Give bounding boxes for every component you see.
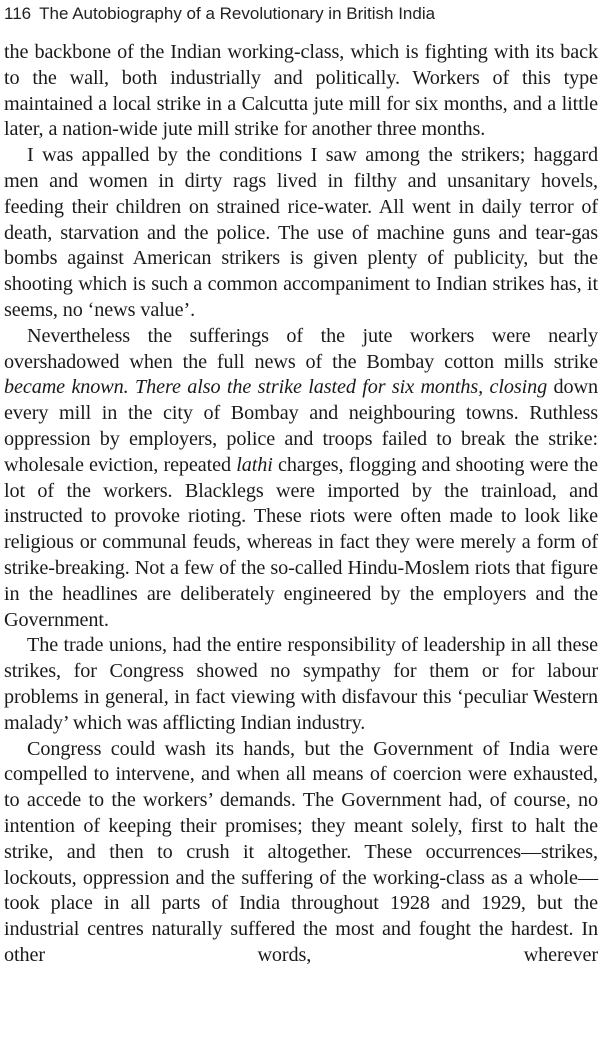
page-number: 116 (4, 4, 32, 23)
paragraph-4: The trade unions, had the entire responsibility of leadership in all these strikes, for Congress showed no sympathy for them or for labour problems in general, in fact viewing with disfavour this ‘peculiar Western malady’ which was afflicting Indian industry. (4, 634, 598, 734)
lathi-italic: lathi (236, 453, 273, 476)
paragraph-2: I was appalled by the conditions I saw among the strikers; haggard men and women in dirty rags lived in filthy and unsanitary hovels, feeding their children on strained rice-water. All went in daily terror of death, starvation and the police. The use of machine guns and tear-gas bombs against American strikers is given plenty of publicity, but the shooting which is such a common accompaniment to Indian strikes has, it seems, no ‘news value’. (4, 144, 598, 321)
paragraph-3-italic: became known. There also the strike lasted for six months, closing (4, 376, 548, 399)
body-text (4, 40, 598, 969)
running-head (4, 2, 435, 26)
paragraph-3 (4, 324, 598, 634)
paragraph-3-part-c: charges, flogging and shooting were the lot of the workers. Blacklegs were imported by the trainload, and instructed to provoke rioting. These riots were often made to look like religious or communal feuds, whereas in fact they were merely a form of strike-breaking. Not a few of the so-called Hindu-Moslem riots that figure in the headlines are deliberately engineered by the employers and the Government. (4, 453, 598, 631)
paragraph-3-part-a: Nevertheless the sufferings of the jute workers were nearly overshadowed when the full news of the Bombay cotton mills strike (4, 324, 598, 373)
paragraph-5: Congress could wash its hands, but the Government of India were compelled to intervene, and when all means of coercion were exhausted, to accede to the workers’ demands. The Government had, of course, no intention of keeping their promises; they meant solely, first to halt the strike, and then to crush it altogether. These occurrences—strikes, lockouts, oppression and the suffering of the working-class as a whole—took place in all parts of India throughout 1928 and 1929, but the industrial centres naturally suffered the most and fought the hardest. In other words, wherever (4, 737, 598, 966)
paragraph-3-part-b: down every mill in the city of Bombay and neighbouring towns. Ruthless oppression by employers, police and troops failed to break the strike: wholesale eviction, repeated (4, 376, 598, 476)
paragraph-1: the backbone of the Indian working-class, which is fighting with its back to the wall, both industrially and politically. Workers of this type maintained a local strike in a Calcutta jute mill for six months, and a little later, a nation-wide jute mill strike for another three months. (4, 41, 598, 141)
running-title: The Autobiography of a Revolutionary in British India (39, 4, 436, 23)
